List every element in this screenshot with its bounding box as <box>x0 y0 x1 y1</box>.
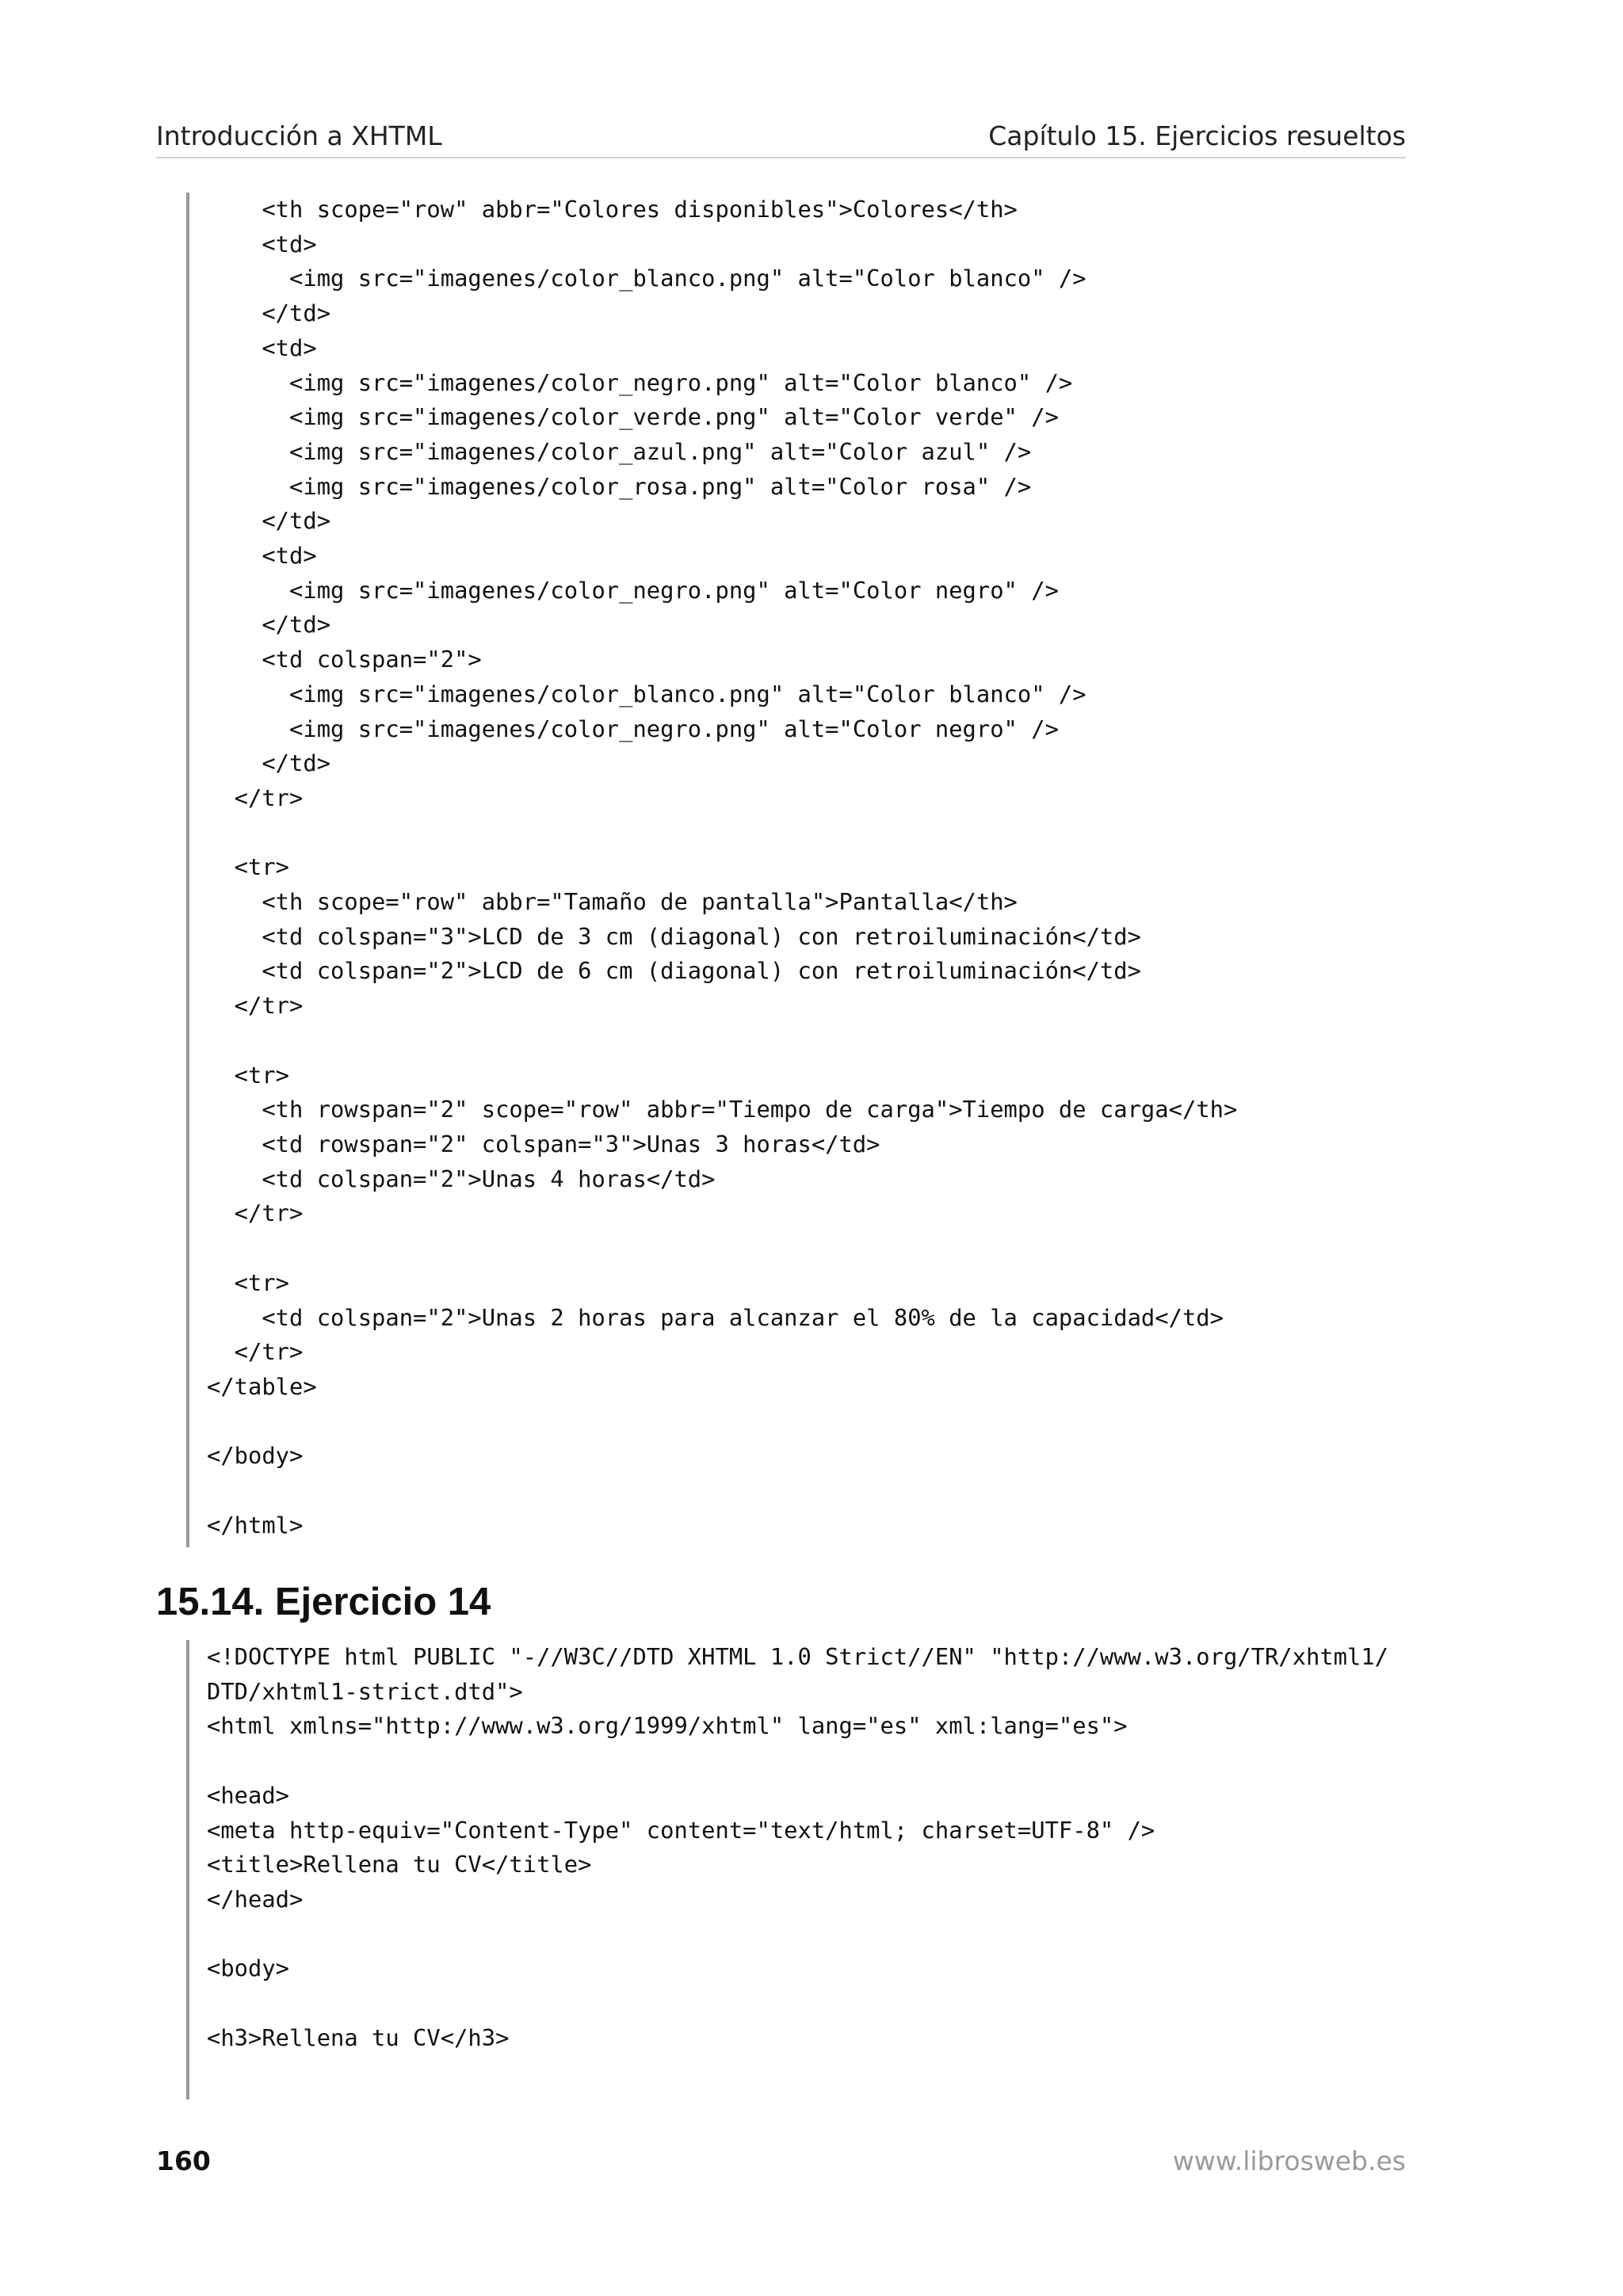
page-header <box>156 117 1406 158</box>
code-line: <img src="imagenes/color_blanco.png" alt="Color blanco" /> <box>207 680 1086 707</box>
code-line: </tr> <box>207 784 304 811</box>
code-line: <img src="imagenes/color_negro.png" alt="Color blanco" /> <box>207 368 1073 396</box>
code-line: <img src="imagenes/color_negro.png" alt="Color negro" /> <box>207 576 1059 604</box>
code-line: <h3>Rellena tu CV</h3> <box>207 2023 510 2051</box>
code-line: <img src="imagenes/color_verde.png" alt="Color verde" /> <box>207 403 1059 431</box>
code-line: </td> <box>207 749 331 777</box>
code-line: </tr> <box>207 992 304 1020</box>
code-line: </tr> <box>207 1338 304 1366</box>
code-line: <meta http-equiv="Content-Type" content="text/html; charset=UTF-8" /> <box>207 1816 1155 1844</box>
header-chapter-title: Capítulo 15. Ejercicios resueltos <box>988 120 1406 151</box>
code-line: <th rowspan="2" scope="row" abbr="Tiempo de carga">Tiempo de carga</th> <box>207 1096 1238 1123</box>
code-line: <img src="imagenes/color_rosa.png" alt="Color rosa" /> <box>207 472 1032 500</box>
code-line: <body> <box>207 1955 290 1982</box>
code-block-continued <box>186 193 1237 1547</box>
page-number: 160 <box>156 2145 211 2176</box>
code-line: <head> <box>207 1781 290 1809</box>
code-line: <html xmlns="http://www.w3.org/1999/xhtml" lang="es" xml:lang="es"> <box>207 1712 1128 1740</box>
code-line: <td> <box>207 230 317 257</box>
code-line: <!DOCTYPE html PUBLIC "-//W3C//DTD XHTML 1.0 Strict//EN" "http://www.w3.org/TR/xhtml1/ <box>207 1643 1388 1670</box>
code-line: <td> <box>207 542 317 570</box>
code-line: <td colspan="2">Unas 2 horas para alcanzar el 80% de la capacidad</td> <box>207 1303 1224 1331</box>
code-line: <td colspan="2">LCD de 6 cm (diagonal) con retroiluminación</td> <box>207 957 1141 985</box>
section-title: 15.14. Ejercicio 14 <box>156 1581 491 1623</box>
code-line: <tr> <box>207 1268 290 1296</box>
code-line: </td> <box>207 507 331 535</box>
code-line: <td colspan="3">LCD de 3 cm (diagonal) con retroiluminación</td> <box>207 922 1141 950</box>
header-book-title: Introducción a XHTML <box>156 120 442 151</box>
code-line: <title>Rellena tu CV</title> <box>207 1851 592 1878</box>
code-line: </html> <box>207 1511 304 1539</box>
code-line: <img src="imagenes/color_negro.png" alt="Color negro" /> <box>207 715 1059 742</box>
code-line: <th scope="row" abbr="Tamaño de pantalla">Pantalla</th> <box>207 888 1018 916</box>
code-line: <tr> <box>207 853 290 881</box>
page-footer <box>156 2145 1406 2185</box>
code-line: </body> <box>207 1442 304 1470</box>
code-block-ejercicio-14 <box>186 1640 1388 2100</box>
code-line: <tr> <box>207 1061 290 1089</box>
code-line: <td> <box>207 334 317 361</box>
code-line: <img src="imagenes/color_blanco.png" alt="Color blanco" /> <box>207 265 1086 292</box>
code-line: <td colspan="2">Unas 4 horas</td> <box>207 1165 716 1192</box>
code-line: </tr> <box>207 1199 304 1227</box>
code-line: <img src="imagenes/color_azul.png" alt="Color azul" /> <box>207 437 1032 465</box>
code-line: <th scope="row" abbr="Colores disponibles">Colores</th> <box>207 196 1018 223</box>
code-line: DTD/xhtml1-strict.dtd"> <box>207 1677 523 1705</box>
code-line: </table> <box>207 1372 317 1400</box>
code-line: </head> <box>207 1885 304 1913</box>
code-line: <td colspan="2"> <box>207 646 482 673</box>
code-line: </td> <box>207 611 331 639</box>
code-line: </td> <box>207 299 331 327</box>
site-url: www.librosweb.es <box>1172 2145 1406 2176</box>
code-line: <td rowspan="2" colspan="3">Unas 3 horas</td> <box>207 1130 880 1158</box>
